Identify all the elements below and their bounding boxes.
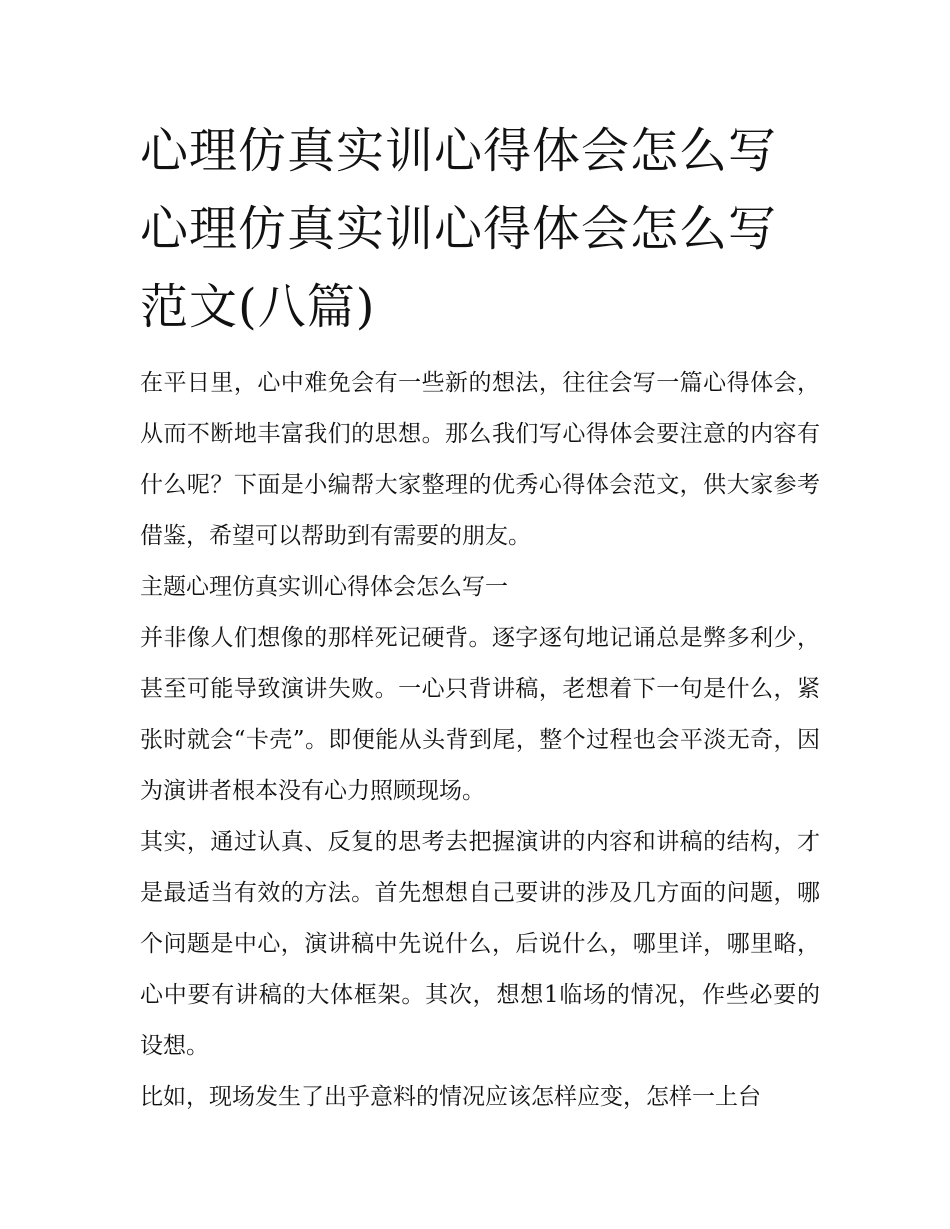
document-title: 心理仿真实训心得体会怎么写 心理仿真实训心得体会怎么写范文(八篇)	[140, 123, 778, 335]
intro-paragraph: 在平日里，心中难免会有一些新的想法，往往会写一篇心得体会，从而不断地丰富我们的思想。那么我们写心得体会要注意的内容有什么呢？下面是小编帮大家整理的优秀心得体会范文，供大家参考借鉴，希望可以帮助到有需要的朋友。	[140, 370, 820, 549]
body-paragraph: 比如，现场发生了出乎意料的情况应该怎样应变，怎样一上台	[140, 1084, 761, 1110]
document-page	[140, 112, 820, 1123]
body-paragraph: 其实，通过认真、反复的思考去把握演讲的内容和讲稿的结构，才是最适当有效的方法。首先想想自己要讲的涉及几方面的问题，哪个问题是中心，演讲稿中先说什么，后说什么，哪里详，哪里略，心中要有讲稿的大体框架。其次，想想1临场的情况，作些必要的设想。	[140, 829, 820, 1059]
section-heading: 主题心理仿真实训心得体会怎么写一	[140, 574, 508, 600]
body-paragraph: 并非像人们想像的那样死记硬背。逐字逐句地记诵总是弊多利少，甚至可能导致演讲失败。一心只背讲稿，老想着下一句是什么，紧张时就会“卡壳”。即便能从头背到尾，整个过程也会平淡无奇，因为演讲者根本没有心力照顾现场。	[140, 625, 820, 804]
